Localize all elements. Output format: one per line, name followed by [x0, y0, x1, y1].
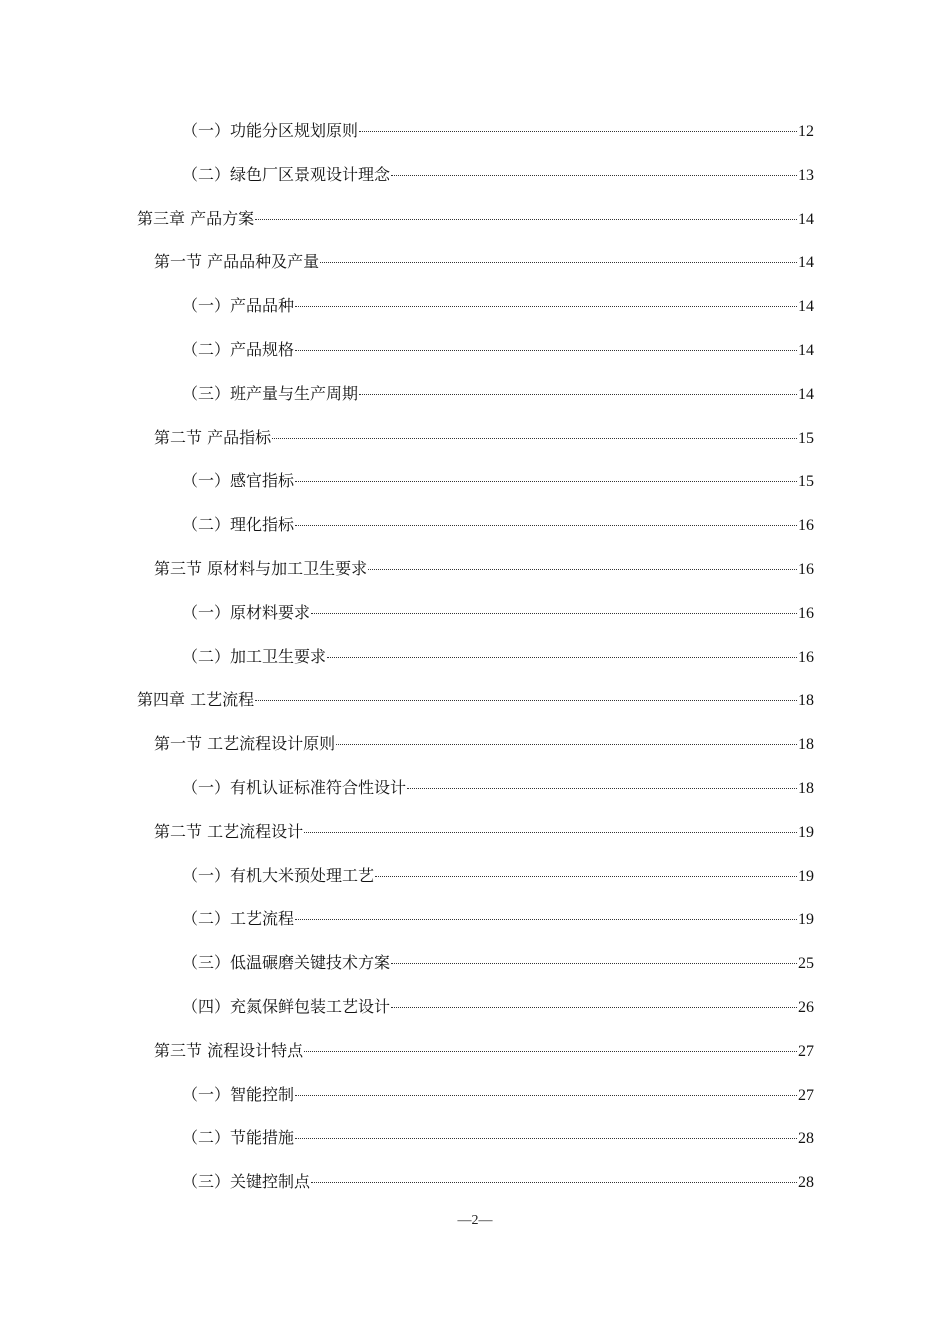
toc-entry-line[interactable]: [182, 1084, 814, 1107]
toc-entry-title: （一）原材料要求: [182, 602, 311, 622]
toc-entry-title: （二）加工卫生要求: [182, 646, 327, 666]
toc-entry-line[interactable]: [137, 208, 814, 231]
toc-entry-page-number: 19: [798, 823, 814, 841]
toc-entry[interactable]: [0, 197, 950, 241]
toc-entry-title: （二）绿色厂区景观设计理念: [182, 164, 391, 184]
toc-entry-title: （三）关键控制点: [182, 1172, 311, 1192]
toc-entry[interactable]: [0, 678, 950, 722]
dot-leader: [359, 131, 797, 132]
dot-leader: [295, 525, 797, 526]
toc-entry-title: 第二节 工艺流程设计: [154, 821, 304, 841]
toc-entry-line[interactable]: [182, 295, 814, 318]
toc-entry-line[interactable]: [154, 733, 814, 756]
toc-entry-title: （二）理化指标: [182, 515, 295, 535]
toc-entry-page-number: 28: [798, 1174, 814, 1192]
dot-leader: [272, 438, 797, 439]
toc-entry[interactable]: [0, 1073, 950, 1117]
toc-entry-line[interactable]: [154, 1040, 814, 1063]
dot-leader: [304, 1051, 797, 1052]
toc-entry-page-number: 15: [798, 429, 814, 447]
toc-entry-title: （二）产品规格: [182, 339, 295, 359]
toc-entry-page-number: 12: [798, 123, 814, 140]
toc-entry-title: 第一节 工艺流程设计原则: [154, 734, 336, 754]
toc-entry-line[interactable]: [154, 821, 814, 844]
dot-leader: [295, 919, 797, 920]
dot-leader: [368, 569, 797, 570]
toc-entry[interactable]: [0, 1116, 950, 1160]
toc-entry-title: （二）节能措施: [182, 1128, 295, 1148]
toc-entry-line[interactable]: [182, 952, 814, 975]
dot-leader: [255, 219, 797, 220]
toc-entry[interactable]: [0, 635, 950, 679]
dot-leader: [295, 1138, 797, 1139]
toc-entry-title: （二）工艺流程: [182, 909, 295, 929]
page-number: —2—: [457, 1213, 493, 1228]
toc-entry[interactable]: [0, 897, 950, 941]
dot-leader: [407, 788, 797, 789]
toc-entry[interactable]: [0, 1160, 950, 1204]
toc-entry-line[interactable]: [182, 865, 814, 888]
toc-entry-page-number: 14: [798, 341, 814, 359]
toc-entry-page-number: 16: [798, 604, 814, 622]
toc-entry-line[interactable]: [182, 383, 814, 406]
toc-entry-line[interactable]: [182, 1171, 814, 1194]
toc-entry-page-number: 28: [798, 1130, 814, 1148]
toc-entry[interactable]: [0, 591, 950, 635]
toc-entry-page-number: 25: [798, 955, 814, 973]
toc-entry[interactable]: [0, 1029, 950, 1073]
toc-entry[interactable]: [0, 284, 950, 328]
dot-leader: [255, 700, 797, 701]
dot-leader: [304, 832, 797, 833]
toc-entry-page-number: 18: [798, 779, 814, 797]
dot-leader: [359, 394, 797, 395]
toc-entry-title: （四）充氮保鲜包装工艺设计: [182, 996, 391, 1016]
toc-entry-title: （三）低温碾磨关键技术方案: [182, 953, 391, 973]
toc-entry-title: 第三节 原材料与加工卫生要求: [154, 558, 368, 578]
toc-entry-page-number: 14: [798, 298, 814, 316]
toc-entry-line[interactable]: [182, 470, 814, 493]
toc-entry[interactable]: [0, 503, 950, 547]
toc-entry-page-number: 14: [798, 385, 814, 403]
toc-entry-page-number: 14: [798, 210, 814, 228]
dot-leader: [327, 657, 797, 658]
toc-entry[interactable]: [0, 153, 950, 197]
toc-entry[interactable]: [0, 459, 950, 503]
toc-entry-page-number: 14: [798, 254, 814, 272]
toc-entry-line[interactable]: [137, 689, 814, 712]
toc-entry-line[interactable]: [182, 514, 814, 537]
toc-entry-title: 第一节 产品品种及产量: [154, 252, 320, 272]
toc-entry-page-number: 18: [798, 692, 814, 710]
dot-leader: [295, 481, 797, 482]
toc-entry-page-number: 13: [798, 166, 814, 184]
toc-entry-page-number: 15: [798, 473, 814, 491]
toc-entry[interactable]: [0, 547, 950, 591]
toc-entry[interactable]: [0, 854, 950, 898]
toc-entry-page-number: 16: [798, 517, 814, 535]
toc-entry-title: 第三节 流程设计特点: [154, 1040, 304, 1060]
toc-entry-title: （一）智能控制: [182, 1084, 295, 1104]
table-of-contents: [0, 109, 950, 1204]
toc-entry-title: （一）功能分区规划原则: [182, 121, 359, 140]
dot-leader: [320, 262, 797, 263]
dot-leader: [311, 613, 797, 614]
toc-entry[interactable]: [0, 985, 950, 1029]
toc-entry-page-number: 18: [798, 736, 814, 754]
toc-entry-title: （三）班产量与生产周期: [182, 383, 359, 403]
toc-entry-title: （一）产品品种: [182, 296, 295, 316]
toc-entry-page-number: 16: [798, 648, 814, 666]
dot-leader: [336, 744, 797, 745]
toc-entry[interactable]: [0, 810, 950, 854]
toc-entry-title: 第三章 产品方案: [137, 208, 255, 228]
toc-entry[interactable]: [0, 328, 950, 372]
toc-entry-title: （一）有机认证标准符合性设计: [182, 777, 407, 797]
toc-entry-page-number: 27: [798, 1042, 814, 1060]
dot-leader: [311, 1182, 797, 1183]
dot-leader: [295, 306, 797, 307]
toc-entry-line[interactable]: [182, 996, 814, 1019]
toc-entry-line[interactable]: [182, 908, 814, 931]
toc-entry-line[interactable]: [182, 602, 814, 625]
toc-entry-page-number: 26: [798, 998, 814, 1016]
toc-entry-page-number: 16: [798, 560, 814, 578]
toc-entry[interactable]: [0, 372, 950, 416]
toc-entry-title: （一）有机大米预处理工艺: [182, 865, 375, 885]
toc-entry[interactable]: [0, 240, 950, 284]
toc-entry-line[interactable]: [154, 427, 814, 450]
toc-entry-title: 第二节 产品指标: [154, 427, 272, 447]
toc-entry-line[interactable]: [154, 558, 814, 581]
toc-entry[interactable]: [0, 109, 950, 153]
toc-entry-line[interactable]: [154, 251, 814, 274]
dot-leader: [375, 876, 797, 877]
toc-entry-title: （一）感官指标: [182, 471, 295, 491]
toc-entry-line[interactable]: [182, 339, 814, 362]
toc-entry-line[interactable]: [182, 164, 814, 187]
toc-entry[interactable]: [0, 416, 950, 460]
toc-entry-page-number: 27: [798, 1086, 814, 1104]
dot-leader: [295, 350, 797, 351]
dot-leader: [391, 1007, 797, 1008]
toc-entry-line[interactable]: [182, 120, 814, 143]
toc-entry[interactable]: [0, 766, 950, 810]
dot-leader: [391, 175, 797, 176]
toc-entry-line[interactable]: [182, 777, 814, 800]
toc-entry-page-number: 19: [798, 911, 814, 929]
toc-entry[interactable]: [0, 941, 950, 985]
dot-leader: [295, 1095, 797, 1096]
toc-entry[interactable]: [0, 722, 950, 766]
toc-entry-line[interactable]: [182, 1127, 814, 1150]
toc-entry-line[interactable]: [182, 646, 814, 669]
toc-entry-page-number: 19: [798, 867, 814, 885]
dot-leader: [391, 963, 797, 964]
toc-entry-title: 第四章 工艺流程: [137, 690, 255, 710]
